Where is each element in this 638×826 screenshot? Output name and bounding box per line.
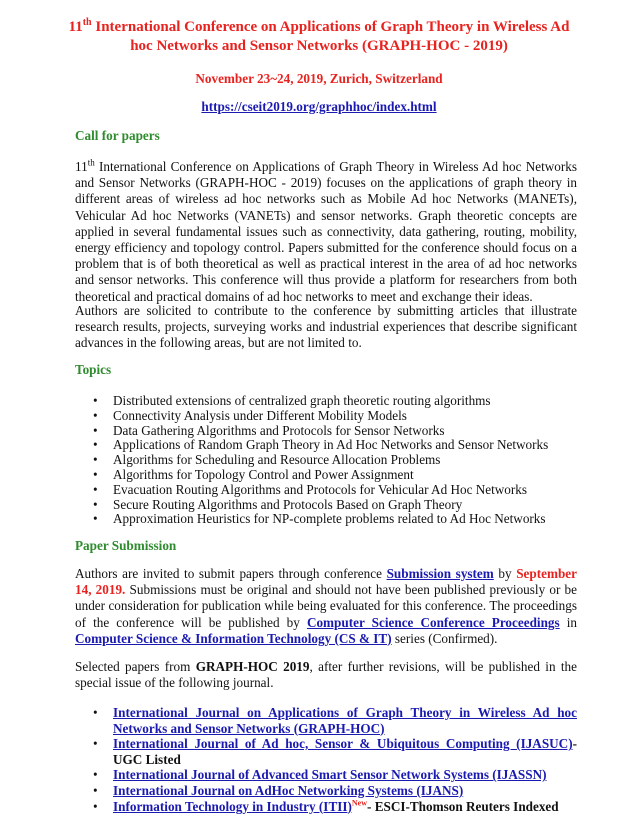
conference-dates: November 23~24, 2019, Zurich, Switzerland <box>195 71 443 86</box>
topic-item: • Secure Routing Algorithms and Protocols Based on Graph Theory <box>75 498 577 513</box>
journal-link[interactable]: International Journal on AdHoc Networking Systems (IJANS) <box>113 782 464 798</box>
submission-text: by <box>493 566 517 581</box>
solicitation-paragraph: Authors are solicited to contribute to the conference by submitting articles that illustrate research results, projects, surveying works and industrial experiences that describe significant advances in the following areas, but are not limited to. <box>75 303 577 351</box>
journal-list <box>75 705 577 814</box>
topic-item: • Evacuation Routing Algorithms and Protocols for Vehicular Ad Hoc Networks <box>75 483 577 498</box>
topic-item: • Algorithms for Scheduling and Resource Allocation Problems <box>75 453 577 468</box>
selected-text: , after further revisions, will be published in the special issue of the following journal. <box>75 659 577 691</box>
selected-papers-paragraph <box>75 659 577 691</box>
journal-item <box>75 767 577 783</box>
submission-text: Authors are invited to submit papers through conference <box>75 566 387 581</box>
submission-text: in <box>559 614 577 630</box>
topic-item: • Data Gathering Algorithms and Protocols for Sensor Networks <box>75 424 577 439</box>
title-ordinal: th <box>82 17 92 28</box>
topic-item: • Connectivity Analysis under Different Mobility Models <box>75 409 577 424</box>
title-text: International Conference on Applications of Graph Theory in Wireless Ad hoc Networks and Sensor Networks (GRAPH-HOC - 2019) <box>91 19 570 54</box>
selected-text: Selected papers from <box>75 659 196 674</box>
journal-item <box>75 783 577 799</box>
submission-text: Submissions must be original and should not have been published previously or be under consideration for publication while being evaluated for this conference. The proceedings of the conference will be published by <box>75 582 577 630</box>
intro-ordinal: th <box>87 157 95 168</box>
journal-link[interactable]: International Journal of Ad hoc, Sensor & Ubiquitous Computing (IJASUC) <box>113 736 573 752</box>
paper-submission-heading: Paper Submission <box>75 538 177 553</box>
intro-paragraph <box>75 159 577 305</box>
proceedings-link[interactable]: Computer Science Conference Proceedings <box>306 614 560 630</box>
topics-list <box>75 394 577 527</box>
submission-paragraph <box>75 566 577 647</box>
topics-heading: Topics <box>75 362 112 377</box>
submission-deadline: September 14, 2019. <box>75 566 577 598</box>
journal-link[interactable]: International Journal of Advanced Smart Sensor Network Systems (IJASSN) <box>113 767 547 783</box>
journal-note: - ESCI-Thomson Reuters Indexed <box>367 798 559 814</box>
new-badge: New <box>351 798 368 808</box>
intro-text: International Conference on Applications of Graph Theory in Wireless Ad hoc Networks and Sensor Networks (GRAPH-HOC - 2019) focuses on the applications of graph theory in different areas of wireless ad hoc networks such as Mobile Ad hoc Networks (MANETs), Vehicular Ad hoc Networks (VANETs) and sensor networks. Graph theoretic concepts are applied in several fundamental issues such as connectivity, data gathering, routing, mobility, energy efficiency and topology control. Papers submitted for the conference should focus on a problem that is of both theoretical as well as practical interest in the area of ad hoc networks and sensor networks. This conference will thus provide a platform for researchers from both theoretical and practical domains of ad hoc networks to meet and exchange their ideas. <box>75 159 577 304</box>
topic-item: • Algorithms for Topology Control and Power Assignment <box>75 468 577 483</box>
csit-link[interactable]: Computer Science & Information Technology (CS & IT) <box>75 630 392 646</box>
submission-text: series (Confirmed). <box>391 630 498 646</box>
conference-url-link[interactable]: https://cseit2019.org/graphhoc/index.html <box>201 99 437 114</box>
call-for-papers-heading: Call for papers <box>75 128 160 143</box>
journal-link[interactable]: International Journal on Applications of Graph Theory in Wireless Ad hoc Networks and Sensor Networks (GRAPH-HOC) <box>113 705 577 736</box>
conference-url <box>0 99 638 115</box>
journal-item <box>75 705 577 736</box>
journal-item <box>75 799 577 815</box>
journal-link[interactable]: Information Technology in Industry (ITII) <box>113 798 352 814</box>
selected-conference-name: GRAPH-HOC 2019 <box>195 659 310 674</box>
journal-note: - UGC Listed <box>113 736 577 767</box>
title-number: 11 <box>68 19 83 35</box>
submission-system-link[interactable]: Submission system <box>386 566 494 581</box>
topic-item: • Applications of Random Graph Theory in Ad Hoc Networks and Sensor Networks <box>75 438 577 453</box>
topic-item: • Distributed extensions of centralized graph theoretic routing algorithms <box>75 394 577 409</box>
topic-item: • Approximation Heuristics for NP-complete problems related to Ad Hoc Networks <box>75 512 577 527</box>
intro-number: 11 <box>75 159 88 174</box>
journal-item <box>75 736 577 767</box>
conference-title <box>60 18 578 56</box>
